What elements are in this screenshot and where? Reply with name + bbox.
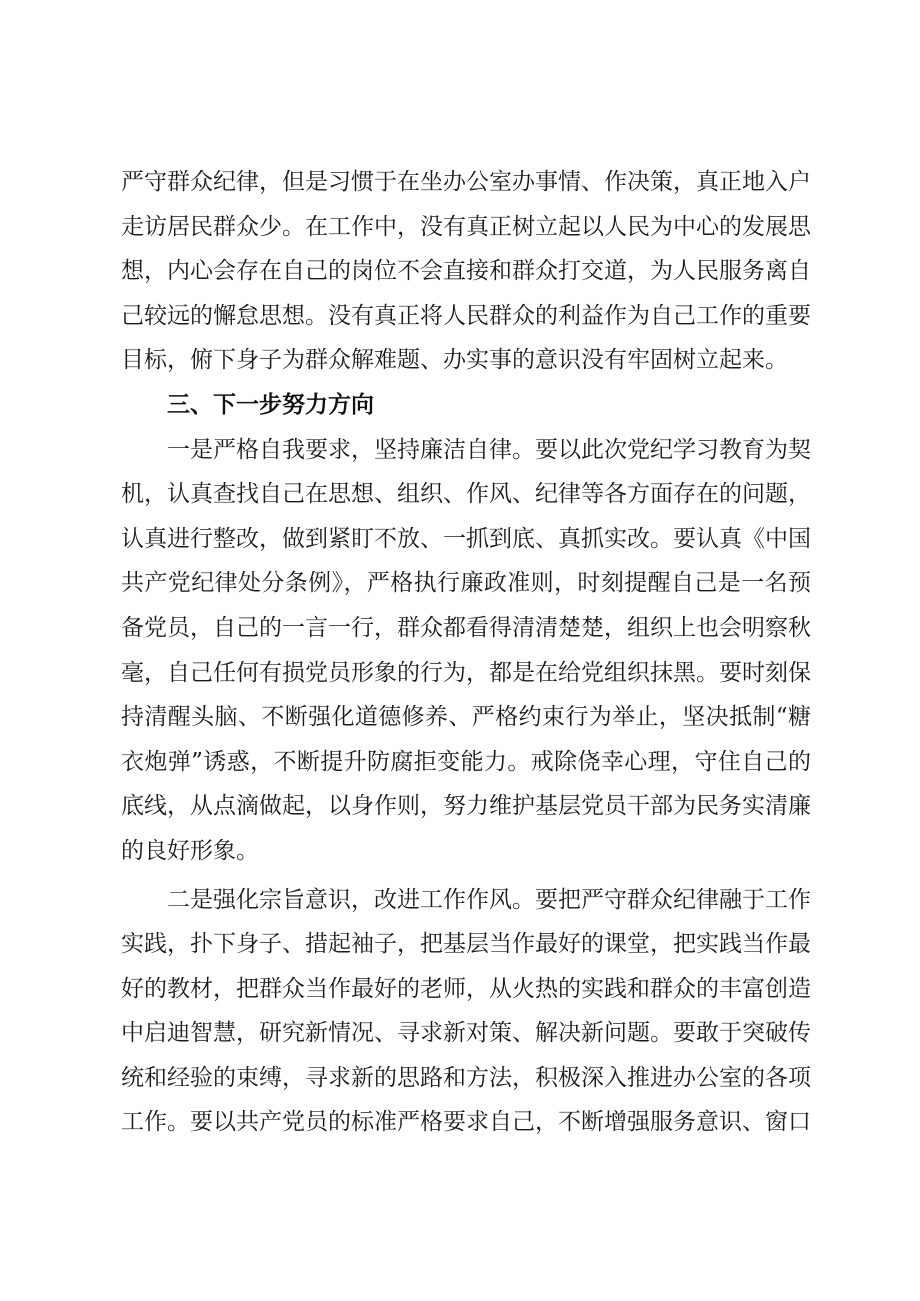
section-heading: 三、下一步努力方向 [167, 391, 374, 418]
document-body [121, 160, 811, 1145]
paragraph-self-discipline: 一是严格自我要求，坚持廉洁自律。要以此次党纪学习教育为契机，认真查找自己在思想、组织、作风、纪律等各方面存在的问题，认真进行整改，做到紧盯不放、一抓到底、真抓实改。要认真《中国共产党纪律处分条例》，严格执行廉政准则，时刻提醒自己是一名预备党员，自己的一言一行，群众都看得清清楚楚，组织上也会明察秋毫，自己任何有损党员形象的行为，都是在给党组织抹黑。要时刻保持清醒头脑、不断强化道德修养、严格约束行为举止，坚决抵制“糖衣炮弹”诱惑，不断提升防腐拒变能力。戒除侥幸心理，守住自己的底线，从点滴做起，以身作则，努力维护基层党员干部为民务实清廉的良好形象。 [121, 436, 811, 864]
paragraph-work-style: 二是强化宗旨意识，改进工作作风。要把严守群众纪律融于工作实践，扑下身子、措起袖子，把基层当作最好的课堂，把实践当作最好的教材，把群众当作最好的老师，从火热的实践和群众的丰富创造中启迪智慧，研究新情况、寻求新对策、解决新问题。要敢于突破传统和经验的束缚，寻求新的思路和方法，积极深入推进办公室的各项工作。要以共产党员的标准严格要求自己，不断增强服务意识、窗口 [121, 886, 811, 1136]
paragraph-continuation: 严守群众纪律，但是习惯于在坐办公室办事情、作决策，真正地入户走访居民群众少。在工作中，没有真正树立起以人民为中心的发展思想，内心会存在自己的岗位不会直接和群众打交道，为人民服务离自己较远的懈怠思想。没有真正将人民群众的利益作为自己工作的重要目标，俯下身子为群众解难题、办实事的意识没有牢固树立起来。 [121, 169, 811, 374]
